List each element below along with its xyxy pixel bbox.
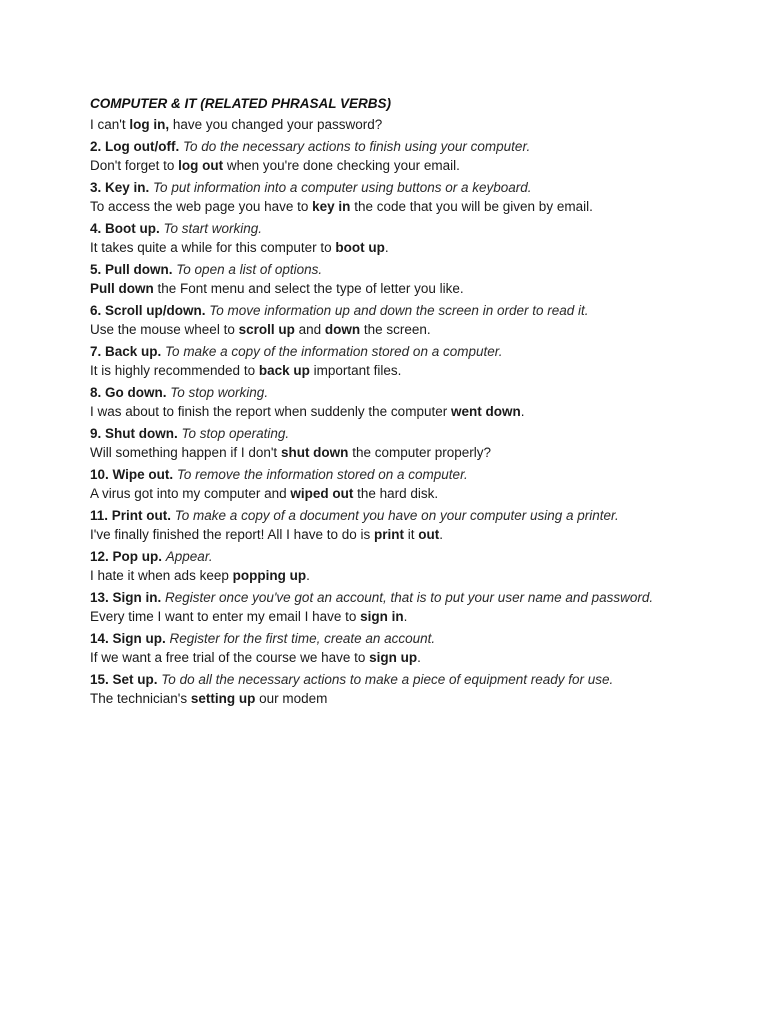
entry-definition: To start working. — [163, 221, 263, 236]
entry-term: 11. Print out. — [90, 508, 172, 523]
entry-term: 9. Shut down. — [90, 426, 178, 441]
bold-phrase: sign in — [360, 609, 404, 624]
example-text: the screen. — [360, 322, 431, 337]
entry-definition: To do the necessary actions to finish using your computer. — [183, 139, 531, 154]
example-text: the Font menu and select the type of letter you like. — [153, 281, 464, 296]
example-text: It is highly recommended to — [90, 363, 259, 378]
example-text: the code that you will be given by email. — [350, 199, 593, 214]
definition-line — [90, 629, 690, 648]
phrasal-verb-entry — [90, 424, 690, 462]
example-text: have you changed your password? — [169, 117, 383, 132]
example-text: . — [417, 650, 421, 665]
entry-term: 13. Sign in. — [90, 590, 162, 605]
example-text: Will something happen if I don't — [90, 445, 281, 460]
example-text: when you're done checking your email. — [223, 158, 460, 173]
bold-phrase: log in, — [129, 117, 170, 132]
phrasal-verb-entry — [90, 383, 690, 421]
bold-phrase: out — [418, 527, 440, 542]
phrasal-verb-entry — [90, 670, 690, 708]
example-text: our modem — [255, 691, 328, 706]
intro-example-line — [90, 115, 690, 134]
bold-phrase: down — [324, 322, 361, 337]
example-text: I can't — [90, 117, 130, 132]
entry-definition: Register for the first time, create an account. — [169, 631, 436, 646]
entry-term: 15. Set up. — [90, 672, 158, 687]
example-line — [90, 279, 690, 298]
page-title: COMPUTER & IT (RELATED PHRASAL VERBS) — [90, 96, 392, 111]
example-text: I was about to finish the report when suddenly the computer — [90, 404, 451, 419]
definition-line — [90, 301, 690, 320]
example-text: I've finally finished the report! All I have to do is — [90, 527, 374, 542]
bold-phrase: setting up — [190, 691, 256, 706]
example-text: I hate it when ads keep — [90, 568, 233, 583]
example-text: If we want a free trial of the course we have to — [90, 650, 370, 665]
phrasal-verb-entry — [90, 260, 690, 298]
example-text: It takes quite a while for this computer to — [90, 240, 336, 255]
bold-phrase: shut down — [280, 445, 349, 460]
example-text: . — [306, 568, 310, 583]
entry-definition: To put information into a computer using buttons or a keyboard. — [153, 180, 532, 195]
definition-line — [90, 670, 690, 689]
bold-phrase: print — [373, 527, 404, 542]
entry-definition: To open a list of options. — [176, 262, 323, 277]
example-line — [90, 484, 690, 503]
example-line — [90, 238, 690, 257]
example-line — [90, 443, 690, 462]
example-line — [90, 156, 690, 175]
phrasal-verb-entry — [90, 301, 690, 339]
bold-phrase: boot up — [335, 240, 385, 255]
bold-phrase: went down — [450, 404, 521, 419]
entry-definition: To move information up and down the screen in order to read it. — [209, 303, 589, 318]
example-line — [90, 197, 690, 216]
example-text: The technician's — [90, 691, 191, 706]
definition-line — [90, 383, 690, 402]
definition-line — [90, 219, 690, 238]
entry-definition: To remove the information stored on a computer. — [176, 467, 468, 482]
example-line — [90, 648, 690, 667]
entry-term: 4. Boot up. — [90, 221, 160, 236]
example-line — [90, 361, 690, 380]
entry-term: 3. Key in. — [90, 180, 150, 195]
entry-definition: To do all the necessary actions to make a piece of equipment ready for use. — [161, 672, 614, 687]
example-text: . — [403, 609, 408, 624]
phrasal-verb-entry — [90, 342, 690, 380]
entry-definition: To stop working. — [170, 385, 269, 400]
bold-phrase: back up — [258, 363, 310, 378]
entry-definition: Register once you've got an account, that is to put your user name and password. — [165, 590, 654, 605]
example-line — [90, 689, 690, 708]
phrasal-verb-entry — [90, 219, 690, 257]
phrasal-verb-entry — [90, 178, 690, 216]
phrasal-verb-entry — [90, 629, 690, 667]
phrasal-verb-entry — [90, 137, 690, 175]
definition-line — [90, 588, 690, 607]
definition-line — [90, 465, 690, 484]
entry-definition: To make a copy of a document you have on your computer using a printer. — [174, 508, 619, 523]
example-text: . — [384, 240, 389, 255]
entry-definition: Appear. — [165, 549, 213, 564]
example-line — [90, 402, 690, 421]
bold-phrase: wiped out — [290, 486, 354, 501]
entry-term: 10. Wipe out. — [90, 467, 174, 482]
example-text: Don't forget to — [90, 158, 179, 173]
phrasal-verb-entry — [90, 588, 690, 626]
entry-term: 6. Scroll up/down. — [90, 303, 206, 318]
entry-definition: To stop operating. — [181, 426, 290, 441]
bold-phrase: log out — [178, 158, 224, 173]
entry-term: 7. Back up. — [90, 344, 162, 359]
bold-phrase: key in — [312, 199, 351, 214]
example-text: Use the mouse wheel to — [90, 322, 239, 337]
example-line — [90, 320, 690, 339]
definition-line — [90, 137, 690, 156]
entry-term: 2. Log out/off. — [90, 139, 180, 154]
example-text: A virus got into my computer and — [90, 486, 291, 501]
phrasal-verb-entry — [90, 547, 690, 585]
definition-line — [90, 178, 690, 197]
entry-definition: To make a copy of the information stored on a computer. — [165, 344, 503, 359]
example-text: important files. — [309, 363, 402, 378]
bold-phrase: Pull down — [90, 281, 154, 296]
phrasal-verb-list — [90, 137, 690, 708]
example-text: To access the web page you have to — [90, 199, 313, 214]
example-text: and — [294, 322, 325, 337]
example-line — [90, 607, 690, 626]
definition-line — [90, 342, 690, 361]
example-text: . — [439, 527, 444, 542]
entry-term: 12. Pop up. — [90, 549, 163, 564]
example-line — [90, 525, 690, 544]
entry-term: 5. Pull down. — [90, 262, 173, 277]
definition-line — [90, 506, 690, 525]
phrasal-verb-entry — [90, 506, 690, 544]
bold-phrase: popping up — [232, 568, 307, 583]
example-text: . — [520, 404, 525, 419]
phrasal-verb-entry — [90, 465, 690, 503]
document-page — [90, 95, 690, 708]
example-text: it — [403, 527, 419, 542]
bold-phrase: sign up — [369, 650, 418, 665]
example-line — [90, 566, 690, 585]
example-text: the hard disk. — [353, 486, 439, 501]
definition-line — [90, 260, 690, 279]
entry-term: 14. Sign up. — [90, 631, 166, 646]
bold-phrase: scroll up — [238, 322, 295, 337]
example-text: Every time I want to enter my email I have to — [90, 609, 361, 624]
definition-line — [90, 424, 690, 443]
entry-term: 8. Go down. — [90, 385, 167, 400]
definition-line — [90, 547, 690, 566]
example-text: the computer properly? — [348, 445, 492, 460]
